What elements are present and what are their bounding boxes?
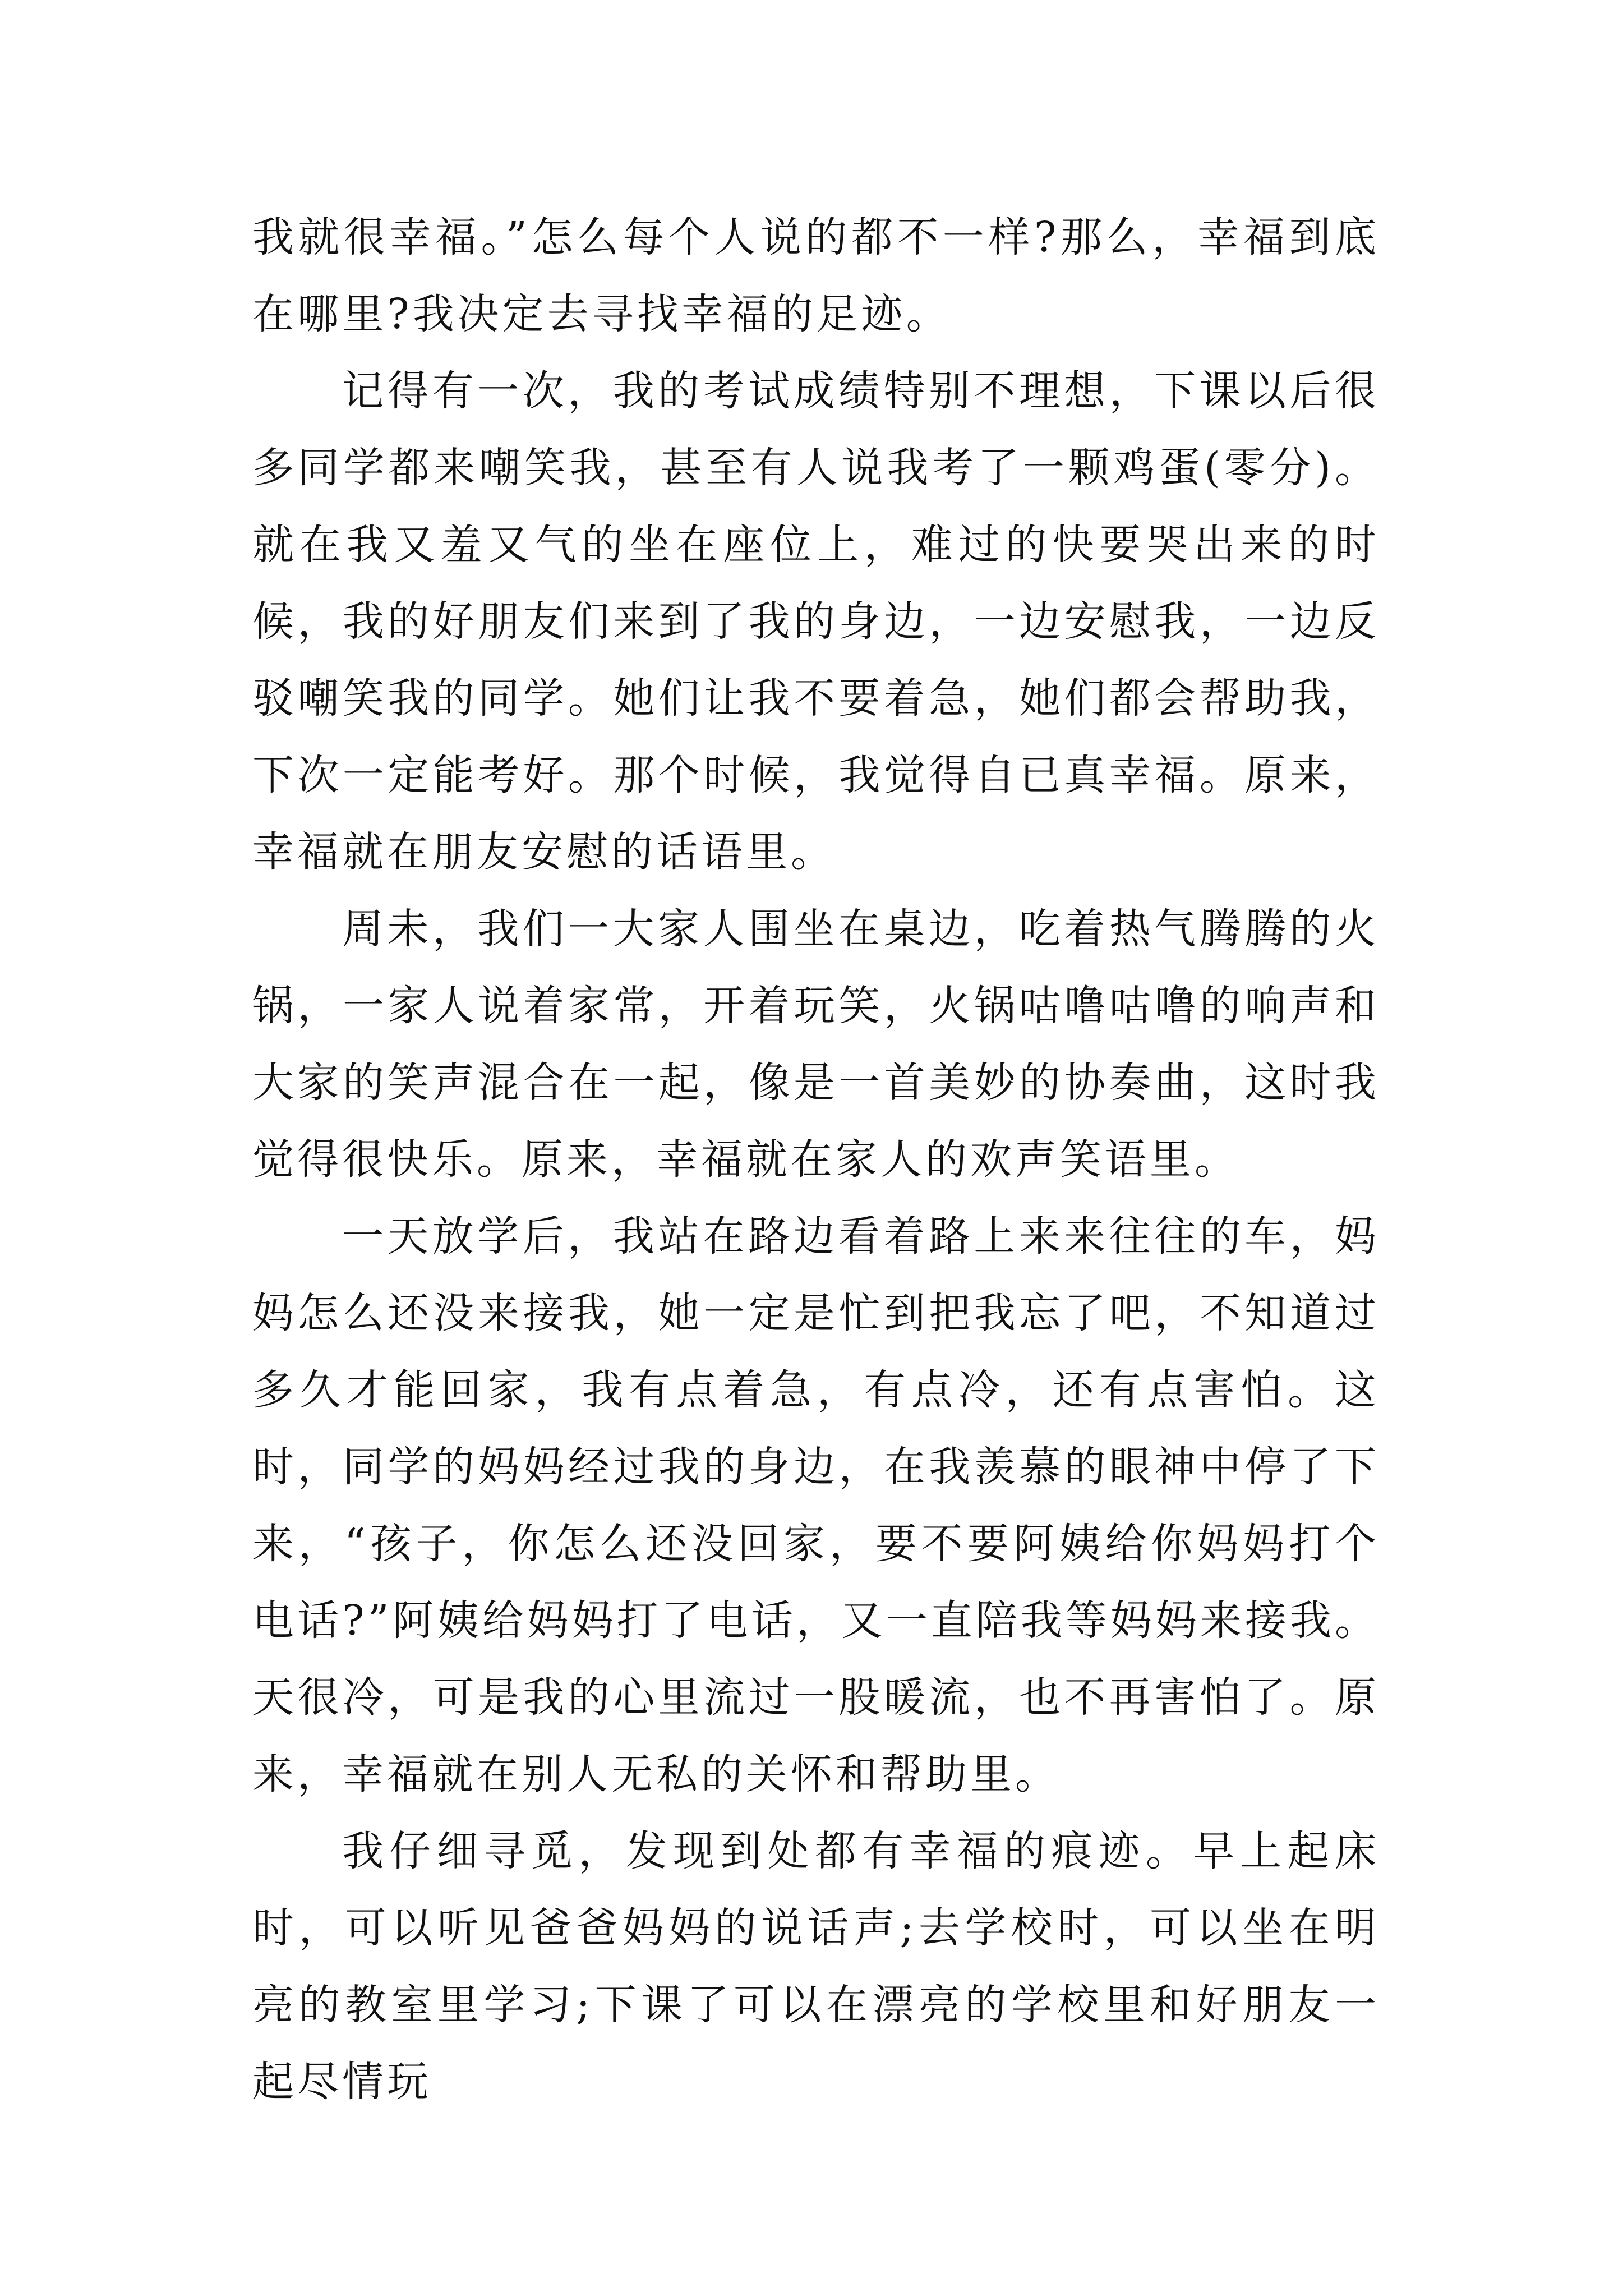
paragraph-continuation: 我就很幸福。”怎么每个人说的都不一样?那么，幸福到底在哪里?我决定去寻找幸福的足迹。	[252, 213, 1380, 338]
paragraph-searching-happiness: 我仔细寻觅，发现到处都有幸福的痕迹。早上起床时，可以听见爸爸妈妈的说话声;去学校时，可以坐在明亮的教室里学习;下课了可以在漂亮的学校里和好朋友一起尽情玩	[252, 1827, 1380, 2106]
paragraph-exam-story: 记得有一次，我的考试成绩特别不理想，下课以后很多同学都来嘲笑我，甚至有人说我考了一颗鸡蛋(零分)。就在我又羞又气的坐在座位上，难过的快要哭出来的时候，我的好朋友们来到了我的身边，一边安慰我，一边反驳嘲笑我的同学。她们让我不要着急，她们都会帮助我，下次一定能考好。那个时候，我觉得自已真幸福。原来，幸福就在朋友安慰的话语里。	[252, 367, 1380, 876]
document-body	[252, 199, 1380, 2120]
paragraph-hotpot-story: 周未，我们一大家人围坐在桌边，吃着热气腾腾的火锅，一家人说着家常，开着玩笑，火锅咕噜咕噜的响声和大家的笑声混合在一起，像是一首美妙的协奏曲，这时我觉得很快乐。原来，幸福就在家人的欢声笑语里。	[252, 905, 1380, 1184]
paragraph-after-school-story: 一天放学后，我站在路边看着路上来来往往的车，妈妈怎么还没来接我，她一定是忙到把我忘了吧，不知道过多久才能回家，我有点着急，有点冷，还有点害怕。这时，同学的妈妈经过我的身边，在我羡慕的眼神中停了下来，“孩子，你怎么还没回家，要不要阿姨给你妈妈打个电话?”阿姨给妈妈打了电话，又一直陪我等妈妈来接我。天很冷，可是我的心里流过一股暖流，也不再害怕了。原来，幸福就在别人无私的关怀和帮助里。	[252, 1212, 1380, 1798]
